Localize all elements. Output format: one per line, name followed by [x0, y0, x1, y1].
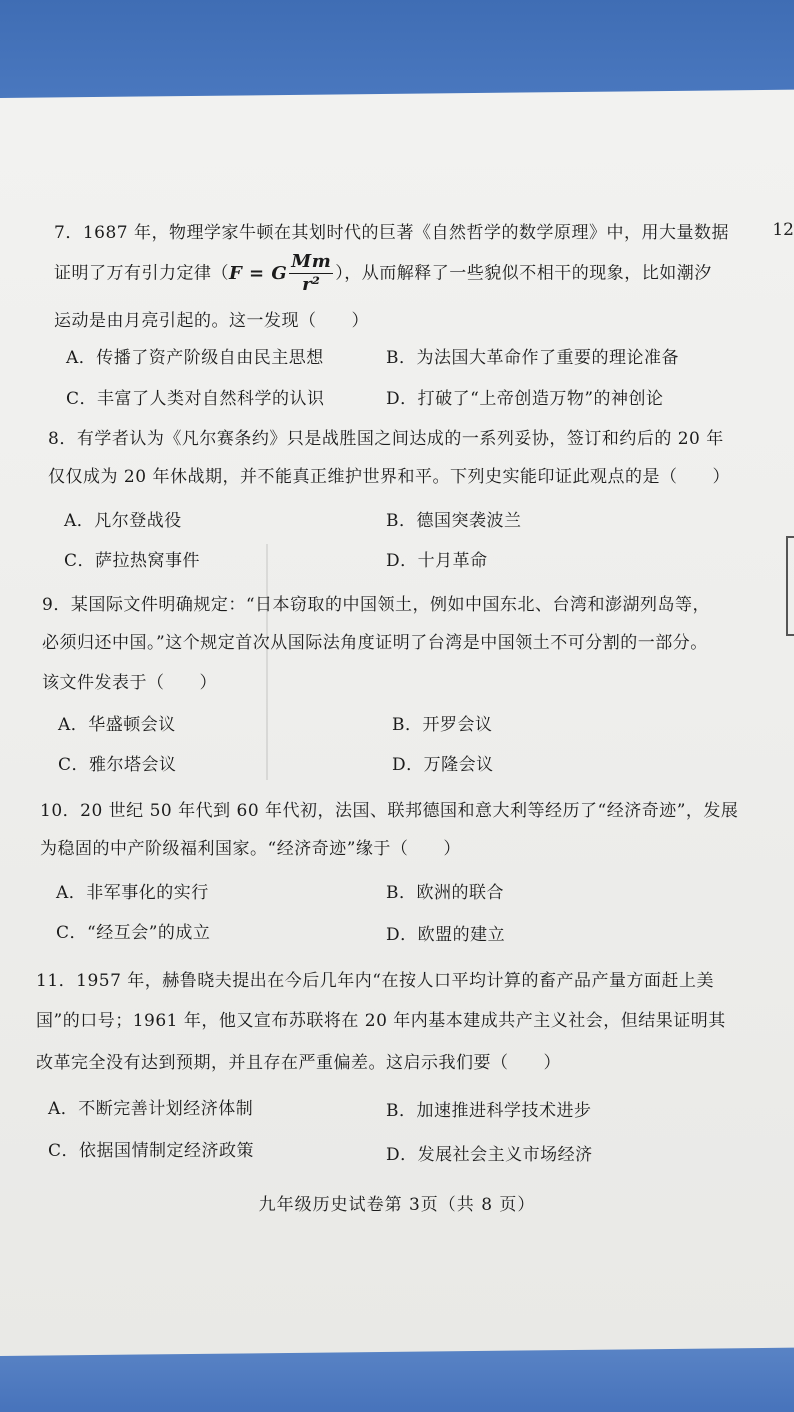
option-d: D．发展社会主义市场经济 [386, 1145, 593, 1165]
option-b: B．欧洲的联合 [386, 883, 504, 903]
option-a: A．非军事化的实行 [56, 883, 209, 903]
option-d: D．万隆会议 [392, 755, 494, 775]
question-text-line: 7．1687 年，物理学家牛顿在其划时代的巨著《自然哲学的数学原理》中，用大量数据 [54, 223, 729, 243]
option-d: D．欧盟的建立 [386, 925, 506, 945]
option-c: C．依据国情制定经济政策 [48, 1141, 255, 1161]
question-text-line: 仅仅成为 20 年休战期，并不能真正维护世界和平。下列史实能印证此观点的是（ ） [48, 467, 730, 487]
formula-fraction [289, 252, 333, 296]
question-text-line: 8．有学者认为《凡尔赛条约》只是战胜国之间达成的一系列妥协，签订和约后的 20 年 [48, 429, 724, 449]
option-b: B．加速推进科学技术进步 [386, 1101, 592, 1121]
question-text-line: 9．某国际文件明确规定：“日本窃取的中国领土，例如中国东北、台湾和澎湖列岛等， [42, 595, 711, 615]
question-text-line: 该文件发表于（ ） [42, 673, 217, 693]
question-text-line: 为稳固的中产阶级福利国家。“经济奇迹”缘于（ ） [40, 839, 461, 859]
option-c: C．丰富了人类对自然科学的认识 [66, 389, 325, 409]
option-b: B．德国突袭波兰 [386, 511, 522, 531]
gravity-formula [229, 252, 335, 296]
question-text-line: 11．1957 年，赫鲁晓夫提出在今后几年内“在按人口平均计算的畜产品产量方面赶上美 [36, 971, 714, 991]
formula-lhs: F = G [229, 263, 288, 284]
page-footer: 九年级历史试卷第 3页（共 8 页） [258, 1195, 536, 1215]
question-text-line: 改革完全没有达到预期，并且存在严重偏差。这启示我们要（ ） [36, 1053, 561, 1073]
option-a: A．不断完善计划经济体制 [48, 1099, 254, 1119]
question-text-line: 必须归还中国。”这个规定首次从国际法角度证明了台湾是中国领土不可分割的一部分。 [42, 633, 708, 653]
option-b: B．为法国大革命作了重要的理论准备 [386, 348, 679, 368]
question-text-fragment: ），从而解释了一些貌似不相干的现象，比如潮汐 [335, 263, 712, 284]
option-c: C．雅尔塔会议 [58, 755, 177, 775]
option-a: A．凡尔登战役 [64, 511, 182, 531]
option-b: B．开罗会议 [392, 715, 493, 735]
option-d: D．十月革命 [386, 551, 488, 571]
question-text-line: 国”的口号；1961 年，他又宣布苏联将在 20 年内基本建成共产主义社会，但结果证明其 [36, 1011, 726, 1031]
option-c: C．萨拉热窝事件 [64, 551, 201, 571]
option-a: A．传播了资产阶级自由民主思想 [66, 348, 324, 368]
option-d: D．打破了“上帝创造万物”的神创论 [386, 389, 664, 409]
option-c: C．“经互会”的成立 [56, 923, 211, 943]
edge-page-number: 12 [772, 220, 794, 240]
question-text-line [54, 252, 712, 296]
question-text-line: 运动是由月亮引起的。这一发现（ ） [54, 311, 369, 331]
formula-denominator: r² [302, 274, 321, 295]
option-a: A．华盛顿会议 [58, 715, 176, 735]
question-text-fragment: 证明了万有引力定律（ [54, 263, 229, 284]
formula-numerator: Mm [291, 251, 332, 272]
question-text-line: 10．20 世纪 50 年代到 60 年代初，法国、联邦德国和意大利等经历了“经济奇迹”，发展 [40, 801, 739, 821]
